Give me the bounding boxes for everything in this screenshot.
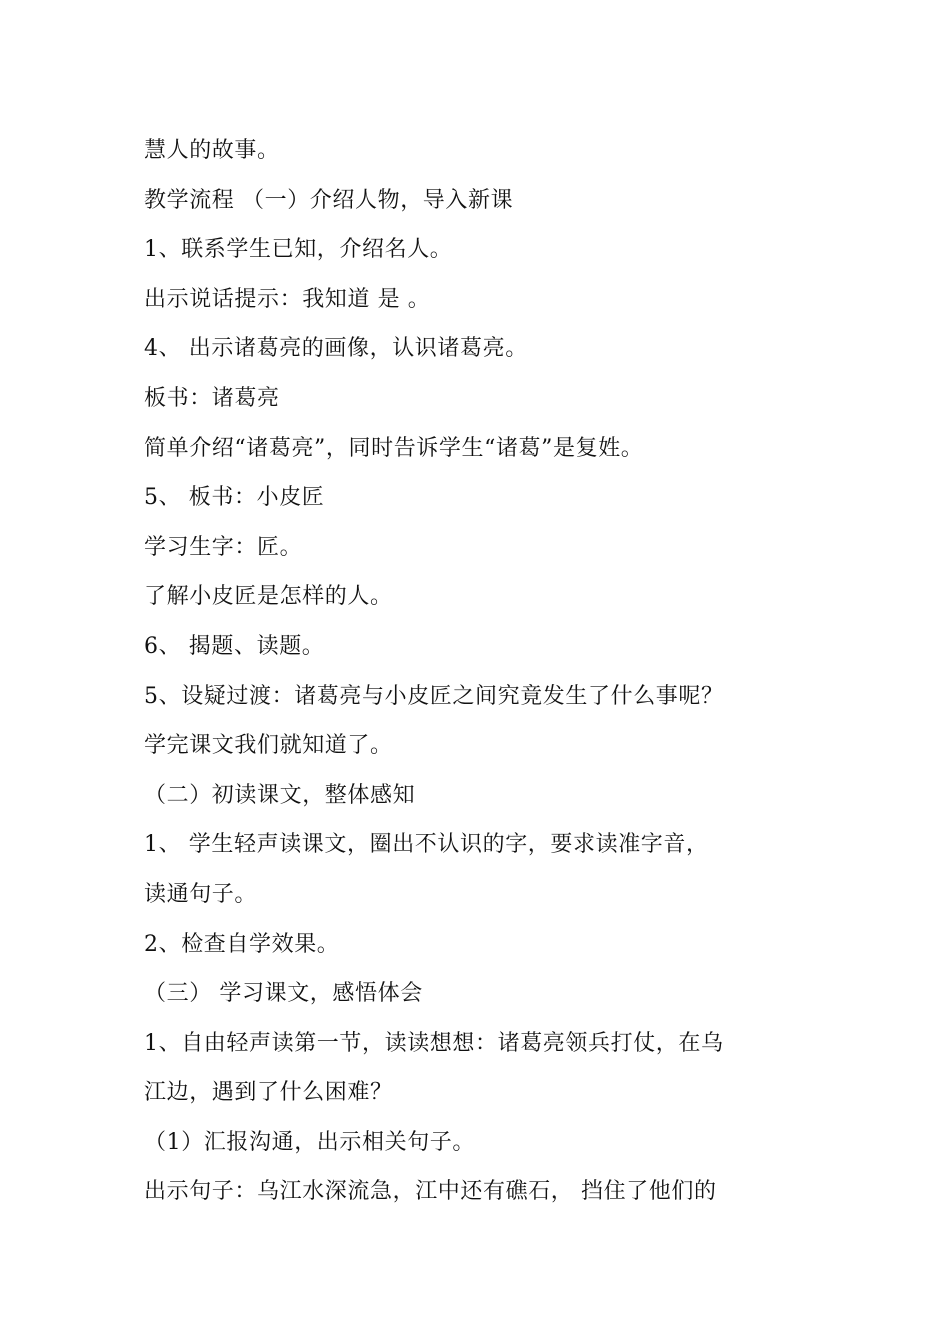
text-line-22: 出示句子：乌江水深流急，江中还有礁石， 挡住了他们的 <box>144 1179 717 1205</box>
text-line-14: （二）初读课文，整体感知 <box>144 782 416 808</box>
text-line-20: 江边，遇到了什么困难？ <box>144 1080 393 1106</box>
text-line-13: 学完课文我们就知道了。 <box>144 733 393 759</box>
document-body <box>144 126 824 1217</box>
text-line-12: 5、设疑过渡：诸葛亮与小皮匠之间究竟发生了什么事呢？ <box>144 683 724 709</box>
text-line-15: 1、 学生轻声读课文，圈出不认识的字，要求读准字音， <box>144 832 709 858</box>
text-line-19: 1、自由轻声读第一节，读读想想：诸葛亮领兵打仗，在乌 <box>144 1030 724 1056</box>
text-line-11: 6、 揭题、读题。 <box>144 633 325 659</box>
text-line-5: 4、 出示诸葛亮的画像，认识诸葛亮。 <box>144 336 528 362</box>
text-line-10: 了解小皮匠是怎样的人。 <box>144 584 393 610</box>
text-line-18: （三） 学习课文，感悟体会 <box>144 981 423 1007</box>
text-line-4: 出示说话提示：我知道 是 。 <box>144 286 431 312</box>
text-line-8: 5、 板书：小皮匠 <box>144 485 325 511</box>
text-line-2: 教学流程 （一）介绍人物，导入新课 <box>144 187 514 213</box>
text-line-1: 慧人的故事。 <box>144 138 280 163</box>
text-line-6: 板书：诸葛亮 <box>144 385 280 411</box>
text-line-9: 学习生字：匠。 <box>144 534 303 560</box>
text-line-21: （1）汇报沟通，出示相关句子。 <box>144 1129 475 1155</box>
text-line-17: 2、检查自学效果。 <box>144 931 340 957</box>
text-line-7: 简单介绍“诸葛亮”，同时告诉学生“诸葛”是复姓。 <box>144 435 644 461</box>
text-line-3: 1、联系学生已知，介绍名人。 <box>144 237 453 263</box>
text-line-16: 读通句子。 <box>144 881 258 907</box>
